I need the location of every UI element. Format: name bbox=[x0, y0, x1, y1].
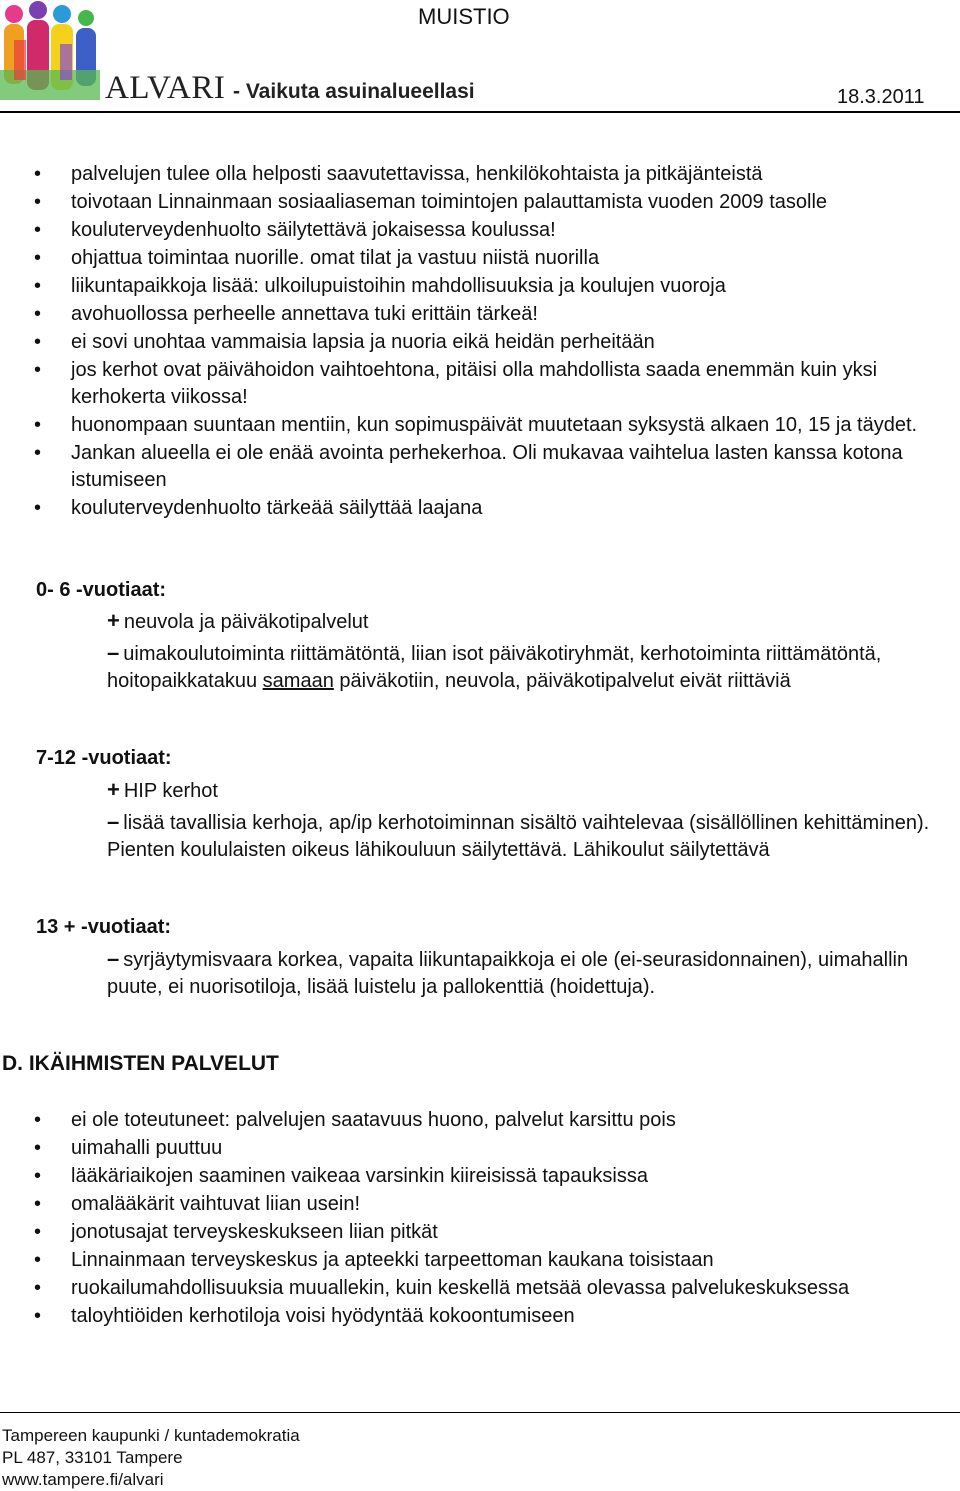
document-date: 18.3.2011 bbox=[837, 86, 925, 108]
list-item: • kouluterveydenhuolto tärkeää säilyttää laajana bbox=[0, 495, 960, 522]
list-item: • lääkäriaikojen saaminen vaikeaa varsinkin kiireisissä tapauksissa bbox=[0, 1163, 960, 1190]
list-item: • ei sovi unohtaa vammaisia lapsia ja nuoria eikä heidän perheitään bbox=[0, 329, 960, 356]
footer-website-link[interactable]: www.tampere.fi/alvari bbox=[2, 1470, 164, 1489]
list-item: • uimahalli puuttuu bbox=[0, 1135, 960, 1162]
document-type: MUISTIO bbox=[418, 4, 510, 29]
list-item: • palvelujen tulee olla helposti saavutettavissa, henkilökohtaista ja pitkäjänteistä bbox=[0, 161, 960, 188]
list-item: • avohuollossa perheelle annettava tuki erittäin tärkeä! bbox=[0, 301, 960, 328]
footer-organization: Tampereen kaupunki / kuntademokratia bbox=[2, 1426, 300, 1445]
minus-sign: – bbox=[107, 809, 120, 834]
list-item: • taloyhtiöiden kerhotiloja voisi hyödyntää kokoontumiseen bbox=[0, 1303, 960, 1330]
list-item: • jonotusajat terveyskeskukseen liian pitkät bbox=[0, 1219, 960, 1246]
list-item: • ruokailumahdollisuuksia muuallekin, kuin keskellä metsää olevassa palvelukeskuksessa bbox=[0, 1275, 960, 1302]
plus-sign: + bbox=[107, 777, 120, 802]
list-item: • jos kerhot ovat päivähoidon vaihtoehtona, pitäisi olla mahdollista saada enemmän kuin yksi kerhokerta viikossa! bbox=[0, 357, 960, 411]
list-item: • toivotaan Linnainmaan sosiaaliaseman toimintojen palauttamista vuoden 2009 tasolle bbox=[0, 189, 960, 216]
age-0-6-heading: 0- 6 -vuotiaat: bbox=[36, 579, 167, 601]
age-7-12-minus bbox=[107, 808, 956, 864]
age-13-minus-text: syrjäytymisvaara korkea, vapaita liikuntapaikkoja ei ole (ei-seurasidonnainen), uimahallin puute, ei nuorisotiloja, lisää luistelu ja pallokenttiä (hoidettuja). bbox=[107, 949, 909, 998]
age-0-6-minus bbox=[107, 639, 956, 695]
document-footer bbox=[2, 1425, 300, 1491]
list-item: • liikuntapaikkoja lisää: ulkoilupuistoihin mahdollisuuksia ja koulujen vuoroja bbox=[0, 273, 960, 300]
footer-divider bbox=[0, 1412, 960, 1413]
age-0-6-plus-text: neuvola ja päiväkotipalvelut bbox=[123, 611, 369, 633]
list-item: • omalääkärit vaihtuvat liian usein! bbox=[0, 1191, 960, 1218]
plus-sign: + bbox=[107, 608, 120, 633]
list-item: • kouluterveydenhuolto säilytettävä jokaisessa koulussa! bbox=[0, 217, 960, 244]
age-7-12-heading: 7-12 -vuotiaat: bbox=[36, 747, 172, 769]
age-13-heading: 13 + -vuotiaat: bbox=[36, 916, 172, 938]
age-7-12-plus-text: HIP kerhot bbox=[123, 780, 218, 802]
list-item: • ohjattua toimintaa nuorille. omat tilat ja vastuu niistä nuorilla bbox=[0, 245, 960, 272]
list-item: • Jankan alueella ei ole enää avointa perhekerhoa. Oli mukavaa vaihtelua lasten kanssa kotona istumiseen bbox=[0, 440, 960, 494]
list-item: • Linnainmaan terveyskeskus ja apteekki tarpeettoman kaukana toisistaan bbox=[0, 1247, 960, 1274]
age-7-12-minus-text: lisää tavallisia kerhoja, ap/ip kerhotoiminnan sisältö vaihtelevaa (sisällöllinen kehittäminen). Pienten koululaisten oikeus lähikouluun säilytettävä. Lähikoulut säilytettävä bbox=[107, 812, 930, 861]
age-0-6-minus-text-b: päiväkotiin, neuvola, päiväkotipalvelut eivät riittäviä bbox=[333, 670, 791, 692]
footer-address: PL 487, 33101 Tampere bbox=[2, 1448, 183, 1467]
age-13-minus bbox=[107, 945, 956, 1001]
brand-name: ALVARI bbox=[105, 70, 226, 106]
bullet-list-general bbox=[0, 161, 960, 523]
document-header bbox=[0, 0, 960, 112]
age-0-6-plus bbox=[107, 607, 956, 636]
list-item: • huonompaan suuntaan mentiin, kun sopimuspäivät muutetaan syksystä alkaen 10, 15 ja täydet. bbox=[0, 412, 960, 439]
age-0-6-minus-underlined: samaan bbox=[262, 670, 334, 692]
brand-tagline: - Vaikuta asuinalueellasi bbox=[233, 80, 475, 103]
people-logo-icon bbox=[0, 0, 100, 108]
list-item: • ei ole toteutuneet: palvelujen saatavuus huono, palvelut karsittu pois bbox=[0, 1107, 960, 1134]
header-divider bbox=[0, 111, 960, 113]
age-7-12-plus bbox=[107, 776, 956, 805]
minus-sign: – bbox=[107, 640, 120, 665]
section-d-heading: D. IKÄIHMISTEN PALVELUT bbox=[2, 1052, 279, 1075]
bullet-list-elderly bbox=[0, 1107, 960, 1331]
age-0-6-minus-text-a: uimakoulutoiminta riittämätöntä, liian isot päiväkotiryhmät, kerhotoiminta riittämätöntä, hoitopaikkatakuu bbox=[107, 643, 882, 692]
minus-sign: – bbox=[107, 946, 120, 971]
